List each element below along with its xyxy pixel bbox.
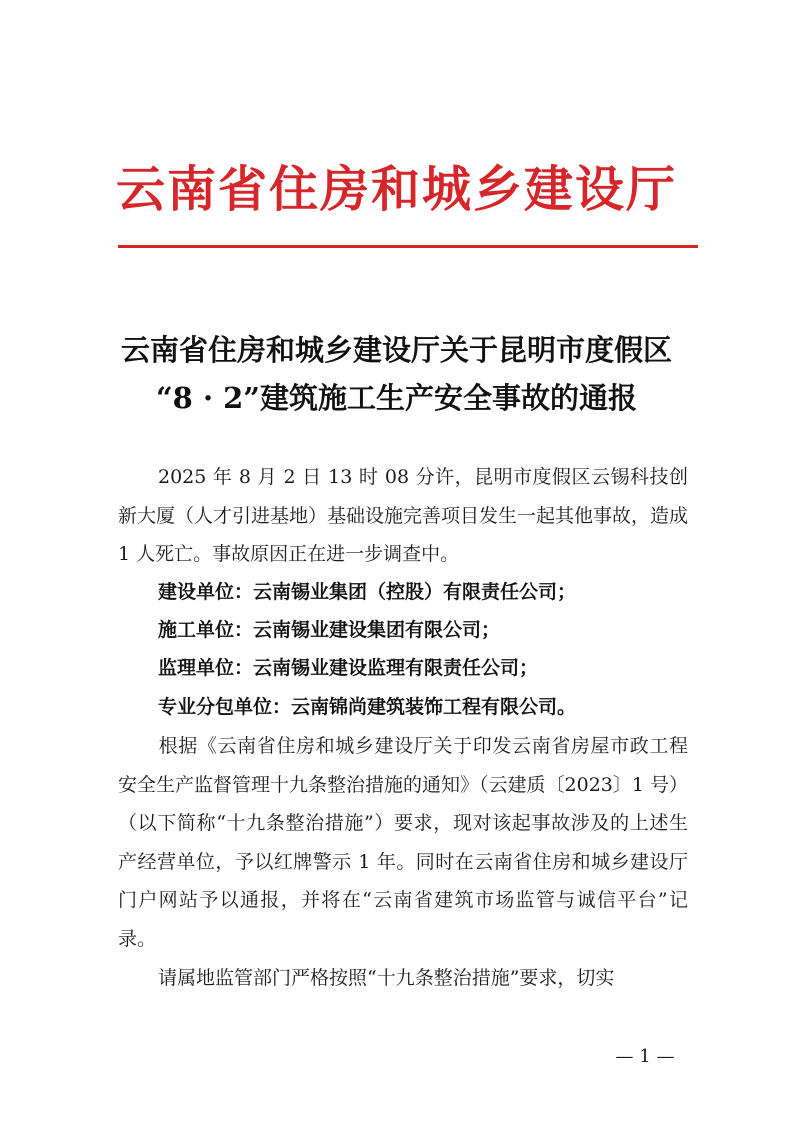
body-paragraph-penalty: [118, 727, 688, 959]
document-title-line-1: 云南省住房和城乡建设厅关于昆明市度假区: [120, 333, 672, 367]
letterhead-org-name: 云南省住房和城乡建设厅: [115, 160, 677, 218]
letterhead-red-rule: [118, 245, 698, 248]
unit-value: 云南锦尚建筑装饰工程有限公司。: [291, 696, 577, 718]
unit-supervisor: [158, 649, 538, 687]
unit-label: 建设单位：: [158, 581, 254, 603]
unit-contractor: [158, 611, 500, 649]
unit-label: 施工单位：: [158, 619, 254, 641]
unit-label: 专业分包单位：: [158, 696, 292, 718]
page-number: — 1 —: [615, 1046, 675, 1067]
unit-value: 云南锡业建设集团有限公司；: [253, 619, 501, 641]
document-title-line-2: “8 · 2”建筑施工生产安全事故的通报: [155, 381, 637, 415]
paragraph-text: 请属地监管部门严格按照“十九条整治措施”要求，切实: [158, 967, 615, 989]
unit-value: 云南锡业建设监理有限责任公司；: [253, 657, 539, 679]
paragraph-text: 2025 年 8 月 2 日 13 时 08 分许，昆明市度假区云锡科技创新大厦（人才引进基地）基础设施完善项目发生一起其他事故，造成 1 人死亡。事故原因正在进一步调查中。: [118, 466, 689, 566]
unit-construction-owner: [158, 573, 576, 611]
body-paragraph-request: [118, 959, 688, 998]
paragraph-text: 根据《云南省住房和城乡建设厅关于印发云南省房屋市政工程安全生产监督管理十九条整治措施的通知》（云建质〔2023〕1 号）（以下简称“十九条整治措施”）要求，现对该起事故涉及的上述生产经营单位，予以红牌警示 1 年。同时在云南省住房和城乡建设厅门户网站予以通报，并将在“云南省建筑市场监管与诚信平台”记录。: [118, 735, 688, 950]
unit-label: 监理单位：: [158, 657, 254, 679]
body-paragraph-incident: [118, 458, 688, 574]
unit-subcontractor: [158, 688, 576, 726]
unit-value: 云南锡业集团（控股）有限责任公司；: [253, 581, 577, 603]
